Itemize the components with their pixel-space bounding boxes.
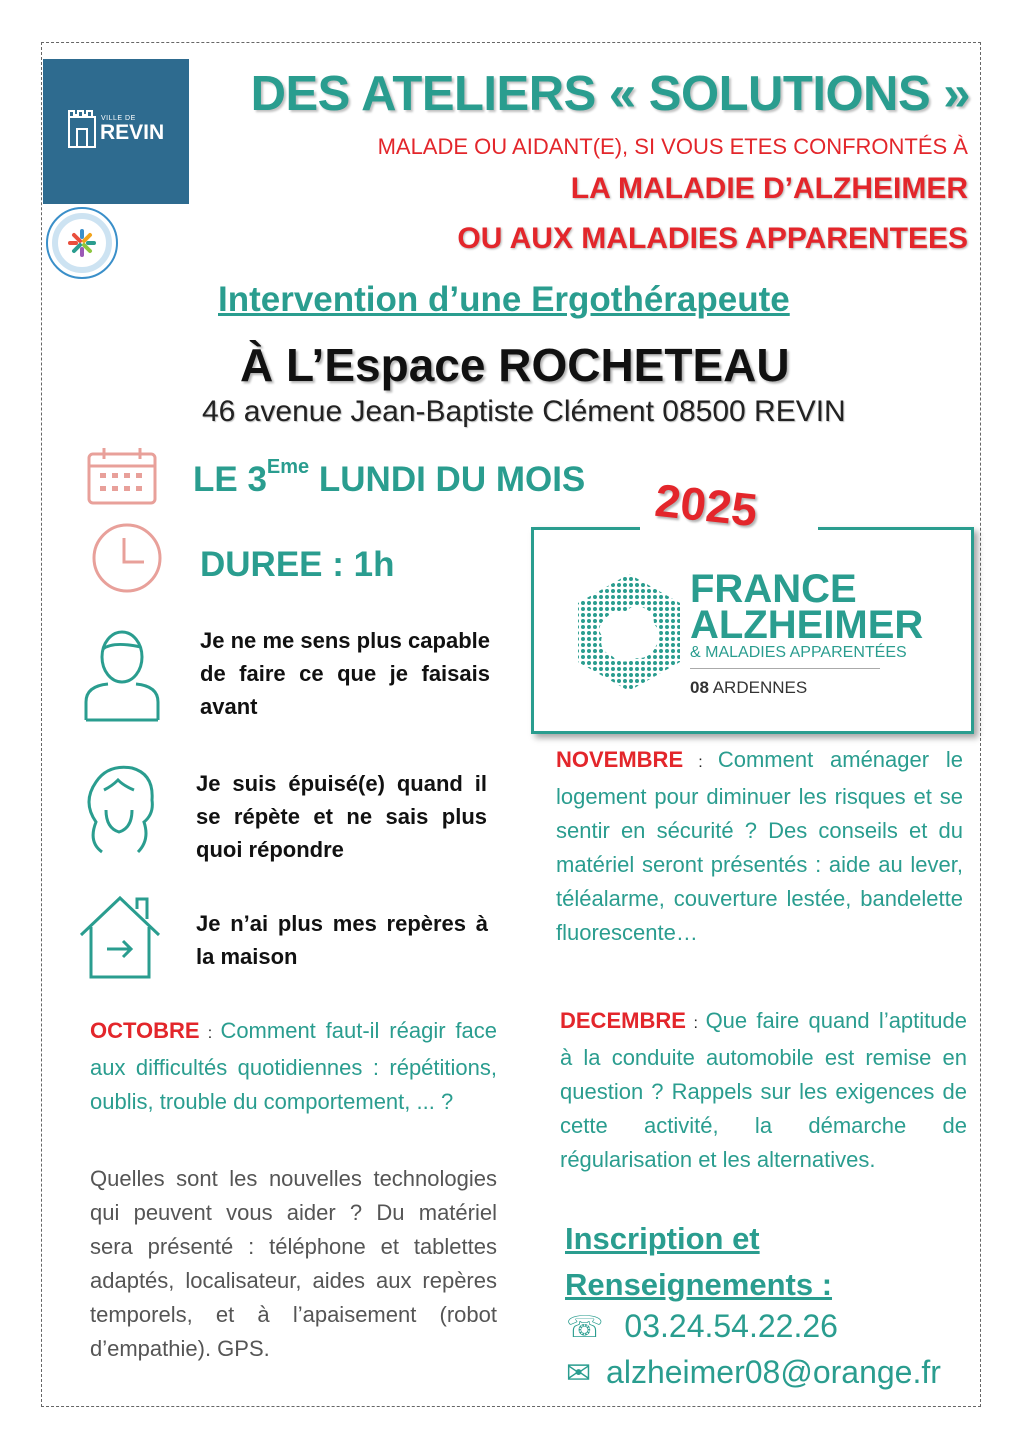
fa-alzheimer: ALZHEIMER [690,603,924,647]
main-title: DES ATELIERS « SOLUTIONS » [250,67,970,121]
phone-icon: ☏ [566,1311,604,1344]
quote-reperes: Je n’ai plus mes repères à la maison [196,911,488,969]
france-alzheimer-logo-box [531,527,974,734]
fa-france: FRANCE [690,567,857,611]
octobre-text-2: Quelles sont les nouvelles technologies qui peuvent vous aider ? Du matériel sera présenté : téléphone et tablettes adaptés, localisateur, aides aux repères temporels, et à l’apaisement (robot d’empathie). GPS. [90,1166,497,1361]
decembre-section: DECEMBRE : Que faire quand l’aptitude à la conduite automobile est remise en question ? Rappels sur les exigences de cette activité, la démarche de régularisation et les alternatives. [560,1008,967,1172]
email-icon: ✉ [566,1357,592,1390]
subtitle: MALADE OU AIDANT(E), SI VOUS ETES CONFRONTÉS À [377,134,968,159]
intervention-heading: Intervention d’une Ergothérapeute [218,280,790,319]
ville-de-label: VILLE DE [101,115,136,122]
revin-label: REVIN [100,121,165,144]
email-address[interactable]: alzheimer08@orange.fr [606,1354,941,1390]
house-arrow-icon [77,893,163,981]
quote-capable: Je ne me sens plus capable de faire ce que je faisais avant [200,628,490,719]
venue-address: 46 avenue Jean-Baptiste Clément 08500 REVIN [202,395,846,428]
revin-logo [43,59,189,204]
quote-epuise: Je suis épuisé(e) quand il se répète et ne sais plus quoi répondre [196,771,487,862]
octobre-month: OCTOBRE [90,1018,200,1043]
conference-financeurs-logo [44,205,120,281]
email-line [566,1354,941,1391]
clock-icon [88,522,166,594]
fa-maladies: & MALADIES APPARENTÉES [690,644,907,661]
decembre-text: Que faire quand l’aptitude à la conduite automobile est remise en question ? Rappels sur les exigences de cette activité, la démarche de régularisation et les alternatives. [560,1008,967,1172]
contact-heading: Inscription et Renseignements : [565,1221,833,1302]
venue-name: À L’Espace ROCHETEAU [240,339,790,391]
calendar-icon [86,446,158,506]
hexagon-map-icon [574,570,684,695]
novembre-text: Comment aménager le logement pour diminuer les risques et se sentir en sécurité ? Des conseils et du matériel seront présentés : aide au lever, téléalarme, couverture lestée, bandelette fluorescente… [556,747,963,945]
novembre-section: NOVEMBRE : Comment aménager le logement pour diminuer les risques et se sentir en sécurité ? Des conseils et du matériel seront présentés : aide au lever, téléalarme, couverture lestée, bandelette fluorescente… [556,747,963,945]
duration: DUREE : 1h [200,545,395,584]
fa-department: 08 ARDENNES [690,678,808,697]
octobre-text: Comment faut-il réagir face aux difficultés quotidiennes : répétitions, oublis, trouble du comportement, ... ? [90,1018,497,1114]
schedule-day: LE 3Eme LUNDI DU MOIS [193,456,586,499]
decembre-month: DECEMBRE [560,1008,686,1033]
year-badge: 2025 [652,473,760,537]
phone-line [566,1308,838,1345]
fa-divider [690,668,880,669]
phone-number[interactable]: 03.24.54.22.26 [624,1308,838,1344]
subtitle-alzheimer: LA MALADIE D’ALZHEIMER [570,172,968,205]
person-icon [82,625,162,723]
novembre-month: NOVEMBRE [556,747,684,772]
subtitle-apparentees: OU AUX MALADIES APPARENTEES [457,222,968,255]
octobre-section: OCTOBRE : Comment faut-il réagir face aux difficultés quotidiennes : répétitions, oublis, trouble du comportement, ... ? [90,1018,497,1114]
woman-head-icon [80,760,158,858]
